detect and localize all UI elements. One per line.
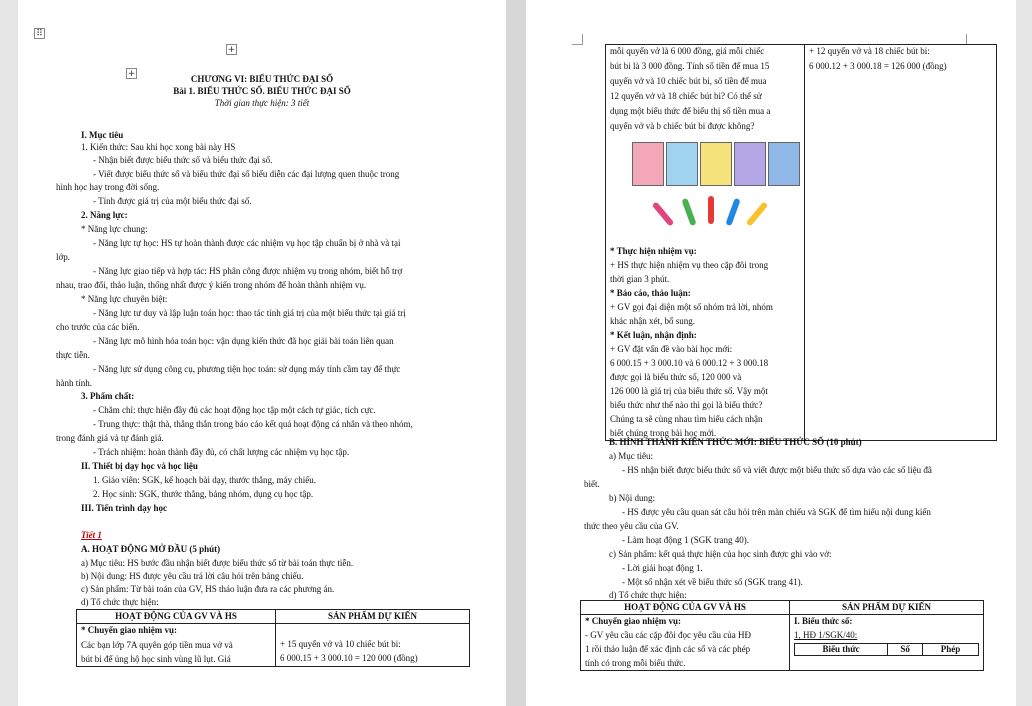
text-line: hình học hay trong đời sống. bbox=[56, 182, 160, 192]
activity-table-continued[interactable] bbox=[605, 44, 997, 441]
task-text: 12 quyển vở và 18 chiếc bút bi? Có thể sử bbox=[610, 91, 762, 101]
task-heading: * Thực hiện nhiệm vụ: bbox=[610, 246, 697, 256]
task-text: khác nhận xét, bổ sung. bbox=[610, 316, 695, 326]
heading-competence: 2. Năng lực: bbox=[81, 210, 128, 220]
task-text: thời gian 3 phút. bbox=[610, 274, 670, 284]
task-text: biết chúng trong bài học mới. bbox=[610, 428, 717, 438]
pen-image bbox=[652, 201, 675, 226]
table-move-handle-icon[interactable]: ⠿ bbox=[34, 28, 45, 39]
add-row-icon[interactable]: + bbox=[227, 45, 236, 55]
task-heading: * Kết luận, nhận định: bbox=[610, 330, 697, 340]
text-line: - Trách nhiệm: hoàn thành đầy đủ, có chất lượng các nhiệm vụ học tập. bbox=[93, 447, 350, 457]
notebook-image bbox=[666, 142, 698, 186]
col-operation: Phép bbox=[923, 644, 979, 656]
text-line: - Lời giải hoạt động 1. bbox=[622, 563, 703, 573]
expression-table bbox=[794, 643, 979, 656]
text-line: biết. bbox=[584, 479, 600, 489]
duration-text: Thời gian thực hiện: 3 tiết bbox=[214, 98, 310, 108]
text-line: - Năng lực tự học: HS tự hoàn thành được các nhiệm vụ học tập chuẩn bị ở nhà và tại bbox=[93, 238, 401, 248]
task-text: - GV yêu cầu các cặp đôi đọc yêu cầu của HĐ bbox=[585, 630, 752, 640]
table-header-activity: HOẠT ĐỘNG CỦA GV VÀ HS bbox=[581, 601, 790, 615]
task-text: Các bạn lớp 7A quyên góp tiền mua vở và bbox=[81, 640, 233, 650]
pen-image bbox=[725, 198, 740, 226]
notebook-image bbox=[734, 142, 766, 186]
page-gutter bbox=[506, 0, 526, 706]
task-text: biểu thức như thế nào thì gọi là biểu thức? bbox=[610, 400, 763, 410]
product-text: + 12 quyển vở và 18 chiếc bút bi: bbox=[809, 46, 930, 56]
text-line: 1. Giáo viên: SGK, kế hoạch bài dạy, thước thẳng, máy chiếu. bbox=[93, 475, 316, 485]
text-line: thực tiễn. bbox=[56, 350, 90, 360]
text-line: - Năng lực tư duy và lập luận toán học: thao tác tính giá trị của một biểu thức tại giá trị bbox=[93, 308, 406, 318]
text-line: - HS được yêu cầu quan sát câu hỏi trên màn chiếu và SGK để tìm hiểu nội dung kiến bbox=[622, 507, 931, 517]
text-line: - Một số nhận xét về biểu thức số (SGK trang 41). bbox=[622, 577, 803, 587]
product-text: 6 000.15 + 3 000.10 = 120 000 (đồng) bbox=[280, 653, 418, 663]
table-cell-product[interactable] bbox=[790, 615, 984, 671]
add-column-icon[interactable]: + bbox=[127, 69, 136, 79]
task-text: 126 000 là giá trị của biểu thức số. Vậy một bbox=[610, 386, 768, 396]
activity-table[interactable] bbox=[76, 609, 470, 667]
text-line: cho trước của các biến. bbox=[56, 322, 140, 332]
task-text: được gọi là biểu thức số, 120 000 và bbox=[610, 372, 742, 382]
heading-activity-a: A. HOẠT ĐỘNG MỞ ĐẦU (5 phút) bbox=[81, 544, 221, 554]
text-line: - Năng lực giao tiếp và hợp tác: HS phân công được nhiệm vụ trong nhóm, biết hỗ trợ bbox=[93, 266, 403, 276]
task-text: quyển vở và b chiếc bút bi được không? bbox=[610, 121, 755, 131]
text-line: nhau, trao đổi, thảo luận, thống nhất được ý kiến trong nhóm để hoàn thành nhiệm vụ. bbox=[56, 280, 367, 290]
table-cell-activity[interactable] bbox=[581, 615, 790, 671]
task-text: bút bi là 3 000 đồng. Tính số tiền để mua 15 bbox=[610, 61, 770, 71]
heading-equipment: II. Thiết bị dạy học và học liệu bbox=[81, 461, 198, 471]
product-text: 1, HĐ 1/SGK/40: bbox=[794, 630, 858, 640]
table-header-product: SẢN PHẨM DỰ KIẾN bbox=[276, 610, 470, 624]
table-header-product: SẢN PHẨM DỰ KIẾN bbox=[790, 601, 984, 615]
text-line: - Viết được biểu thức số và biểu thức đại số biểu diễn các đại lượng quen thuộc trong bbox=[93, 169, 400, 179]
heading-process: III. Tiến trình dạy học bbox=[81, 503, 167, 513]
knowledge-line: 1. Kiến thức: Sau khi học xong bài này HS bbox=[81, 142, 236, 152]
text-line: a) Mục tiêu: HS bước đầu nhận biết được biểu thức số từ bài toán thực tiễn. bbox=[81, 558, 354, 568]
text-line: - Tính được giá trị của một biểu thức đại số. bbox=[93, 196, 252, 206]
product-heading: I. Biểu thức số: bbox=[794, 616, 853, 626]
task-text: mỗi quyển vở là 6 000 đồng, giá mỗi chiếc bbox=[610, 46, 765, 56]
text-line: hành tính. bbox=[56, 378, 92, 388]
text-line: - Năng lực sử dụng công cụ, phương tiện học toán: sử dụng máy tính cầm tay để thực bbox=[93, 364, 401, 374]
document-page-left[interactable] bbox=[18, 0, 506, 706]
pen-image bbox=[681, 198, 696, 226]
task-text: + GV đặt vấn đề vào bài học mới: bbox=[610, 344, 733, 354]
task-text: 6 000.15 + 3 000.10 và 6 000.12 + 3 000.18 bbox=[610, 358, 769, 368]
task-heading: * Chuyển giao nhiệm vụ: bbox=[585, 616, 682, 626]
task-text: bút bi để ủng hộ học sinh vùng lũ lụt. Giá bbox=[81, 654, 231, 664]
text-line: - HS nhận biết được biểu thức số và viết được một biểu thức số dựa vào các số liệu đã bbox=[622, 465, 932, 475]
product-text: 6 000.12 + 3 000.18 = 126 000 (đồng) bbox=[809, 61, 947, 71]
chapter-title: CHƯƠNG VI: BIỂU THỨC ĐẠI SỐ bbox=[190, 74, 334, 84]
text-line: trong đánh giá và tự đánh giá. bbox=[56, 433, 164, 443]
table-cell-activity[interactable] bbox=[77, 624, 276, 667]
text-line: lớp. bbox=[56, 252, 71, 262]
table-header-activity: HOẠT ĐỘNG CỦA GV VÀ HS bbox=[77, 610, 276, 624]
col-expression: Biểu thức bbox=[795, 644, 888, 656]
text-line: - Nhận biết được biểu thức số và biểu thức đại số. bbox=[93, 155, 273, 165]
task-text: dụng một biểu thức để biểu thị số tiền mua a bbox=[610, 106, 771, 116]
text-line: * Năng lực chuyên biệt: bbox=[81, 294, 168, 304]
notebook-image bbox=[632, 142, 664, 186]
text-line: - Trung thực: thật thà, thẳng thắn trong báo cáo kết quả hoạt động cá nhân và theo nhóm, bbox=[93, 419, 413, 429]
text-line: 2. Học sinh: SGK, thước thẳng, bảng nhóm, dụng cụ học tập. bbox=[93, 489, 314, 499]
table-cell-product[interactable] bbox=[805, 45, 997, 441]
product-text: + 15 quyển vở và 10 chiếc bút bi: bbox=[280, 639, 401, 649]
table-cell-product[interactable] bbox=[276, 624, 470, 667]
task-text: tính có trong mỗi biểu thức. bbox=[585, 658, 686, 668]
text-line: - Chăm chỉ: thực hiện đầy đủ các hoạt động học tập một cách tự giác, tích cực. bbox=[93, 405, 376, 415]
text-line: thức theo yêu cầu của GV. bbox=[584, 521, 679, 531]
lesson-title: Bài 1. BIỂU THỨC SỐ. BIỂU THỨC ĐẠI SỐ bbox=[173, 86, 351, 96]
text-line: d) Tổ chức thực hiện: bbox=[81, 597, 159, 607]
col-number: Số bbox=[888, 644, 923, 656]
text-line: b) Nội dung: HS được yêu cầu trả lời câu hỏi trên bảng chiếu. bbox=[81, 571, 304, 581]
text-line: - Làm hoạt động 1 (SGK trang 40). bbox=[622, 535, 749, 545]
tiet-label: Tiết 1 bbox=[81, 530, 102, 540]
document-page-right[interactable] bbox=[526, 0, 1016, 706]
text-line: - Năng lực mô hình hóa toán học: vận dụng kiến thức đã học giải bài toán liên quan bbox=[93, 336, 394, 346]
task-text: quyển vở và 10 chiếc bút bi, số tiền để mua bbox=[610, 76, 767, 86]
text-line: * Năng lực chung: bbox=[81, 224, 148, 234]
books-and-pens-illustration bbox=[610, 136, 800, 246]
task-text: 1 rồi thảo luận để xác định các số và các phép bbox=[585, 644, 751, 654]
heading-activity-b: B. HÌNH THÀNH KIẾN THỨC MỚI: BIỂU THỨC SỐ (10 phút) bbox=[609, 437, 862, 447]
task-heading: * Chuyển giao nhiệm vụ: bbox=[81, 625, 178, 635]
text-line: c) Sản phẩm: Từ bài toán của GV, HS tháo luận đưa ra các phương án. bbox=[81, 584, 335, 594]
task-heading: * Báo cáo, thảo luận: bbox=[610, 288, 691, 298]
text-line: d) Tổ chức thực hiện: bbox=[609, 590, 687, 600]
crop-mark-icon bbox=[572, 34, 583, 45]
notebook-image bbox=[768, 142, 800, 186]
notebook-image bbox=[700, 142, 732, 186]
pen-image bbox=[708, 196, 714, 224]
activity-table-b[interactable] bbox=[580, 600, 984, 671]
pen-image bbox=[746, 201, 769, 226]
table-cell-activity[interactable] bbox=[606, 45, 805, 441]
text-line: a) Mục tiêu: bbox=[609, 451, 653, 461]
text-line: b) Nội dung: bbox=[609, 493, 655, 503]
task-text: + GV gọi đại diện một số nhóm trả lời, nhóm bbox=[610, 302, 773, 312]
task-text: Chúng ta sẽ cùng nhau tìm hiểu cách nhận bbox=[610, 414, 763, 424]
text-line: c) Sản phẩm: kết quả thực hiện của học sinh được ghi vào vở: bbox=[609, 549, 832, 559]
heading-objectives: I. Mục tiêu bbox=[81, 130, 124, 140]
task-text: + HS thực hiện nhiệm vụ theo cặp đôi trong bbox=[610, 260, 769, 270]
heading-qualities: 3. Phẩm chất: bbox=[81, 391, 135, 401]
